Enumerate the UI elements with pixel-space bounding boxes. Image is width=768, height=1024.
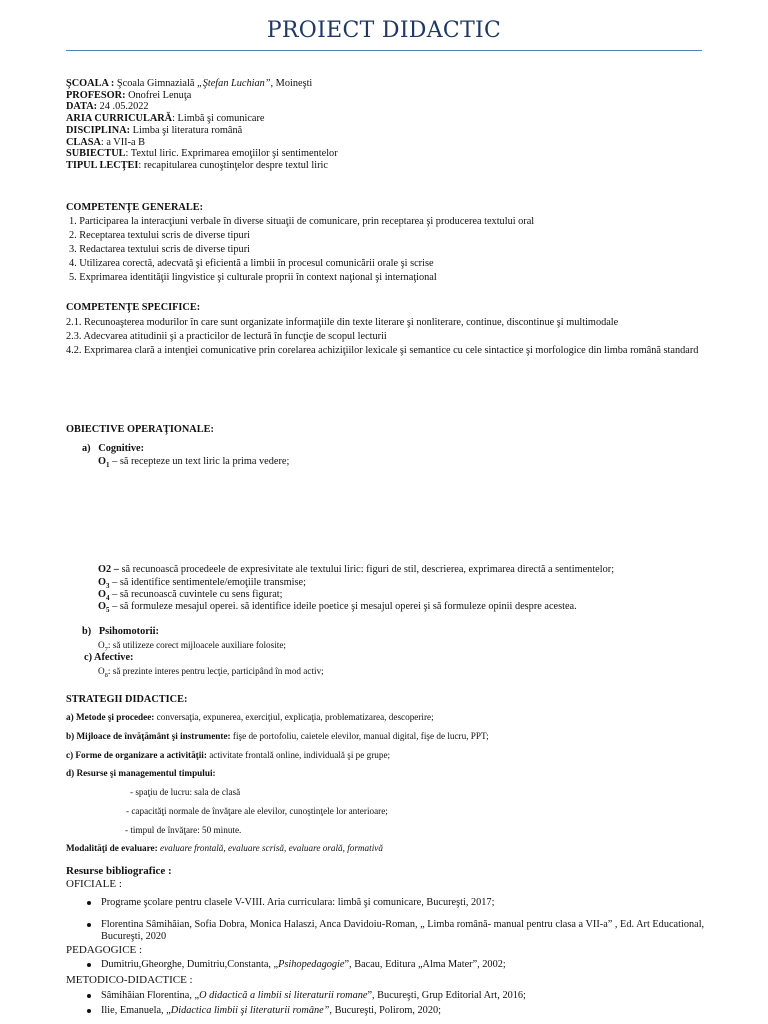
- list-item: Dumitriu,Gheorghe, Dumitriu,Constanta, „Psihopedagogie”, Bacau, Editura „Alma Mater”, 2002;: [82, 959, 722, 971]
- list-item: 1. Participarea la interacţiuni verbale în diverse situaţii de comunicare, prin receptarea şi producerea textului oral: [69, 216, 535, 227]
- specific-competences-heading: COMPETENŢE SPECIFICE:: [66, 302, 201, 313]
- affective-label: c) Afective:: [84, 652, 134, 663]
- psychomotor-label: b) Psihomotorii:: [82, 626, 159, 637]
- objective-o4: $O_4$ – să recunoască cuvintele cu sens figurat;: [98, 589, 283, 603]
- list-item: 2.3. Adecvarea atitudinii şi a practicilor de lectură în funcţie de scopul lecturii: [66, 331, 387, 342]
- methodical-list: [82, 990, 722, 1017]
- school-line: ŞCOALA : Şcoala Gimnazială „Ştefan Luchian”, Moineşti: [66, 78, 313, 89]
- lesson-type-line: TIPUL LECŢEI: recapitularea cunoştinţelor despre textul liric: [66, 159, 328, 171]
- means-line: b) Mijloace de învăţământ şi instrumente: fişe de portofoliu, caietele elevilor, manual digital, fişe de lucru, PPT;: [66, 731, 489, 741]
- teacher-line: PROFESOR: Onofrei Lenuţa: [66, 89, 192, 101]
- methodical-heading: METODICO-DIDACTICE :: [66, 974, 193, 986]
- official-list-2: [82, 919, 714, 943]
- list-item: Programe şcolare pentru clasele V-VIII. Aria curriculara: limbă şi comunicare, Bucureşti, 2017;: [82, 897, 722, 909]
- lesson-header: [66, 78, 716, 172]
- general-competences-heading: COMPETENŢE GENERALE:: [66, 202, 204, 213]
- objective-o2: O2 – să recunoască procedeele de expresivitate ale textului liric: figuri de stil, descrierea, exprimarea directă a sentimentelor;: [98, 564, 615, 575]
- date-line: DATA: 24 .05.2022: [66, 101, 149, 113]
- general-competences-list: [66, 216, 716, 286]
- list-item: Ilie, Emanuela, „Didactica limbii şi literaturii române”, Bucureşti, Polirom, 2020;: [82, 1005, 722, 1017]
- list-item: 2. Receptarea textului scris de diverse tipuri: [69, 230, 250, 241]
- methods-line: a) Metode şi procedee: conversaţia, expunerea, exerciţiul, explicaţia, problematizarea, descoperire;: [66, 712, 434, 722]
- class-line: CLASA: a VII-a B: [66, 136, 146, 148]
- evaluation-line: Modalităţi de evaluare: evaluare frontală, evaluare scrisă, evaluare orală, formativă: [66, 843, 383, 853]
- bullet-icon: [87, 994, 91, 998]
- page-title: PROIECT DIDACTIC: [266, 18, 502, 43]
- bullet-icon: [87, 963, 91, 967]
- list-item: 2.1. Recunoaşterea modurilor în care sunt organizate informaţiile din texte literare şi nonliterare, continue, discontinue şi multimodale: [66, 317, 619, 328]
- objective-o3: $O_3$ – să identifice sentimentele/emoţiile transmise;: [98, 577, 306, 591]
- objective-o5: $O_5$ – să formuleze mesajul operei. să identifice ideile poetice şi mesajul operei şi să formuleze opinii despre acestea.: [98, 601, 577, 615]
- list-item: 4. Utilizarea corectă, adecvată şi eficientă a limbii în procesul comunicării orale şi scrise: [69, 258, 434, 269]
- subject-line: SUBIECTUL: Textul liric. Exprimarea emoţiilor şi sentimentelor: [66, 148, 338, 160]
- official-heading: OFICIALE :: [66, 878, 122, 890]
- title-underline: [66, 50, 702, 51]
- list-item: 4.2. Exprimarea clară a intenţiei comunicative prin corelarea achiziţiilor lexicale şi semantice cu cele sintactice şi morfologice din limba română standard: [66, 345, 699, 356]
- specific-competences-list: [66, 316, 706, 358]
- cognitive-label: a) Cognitive:: [82, 443, 145, 454]
- official-list: [82, 897, 722, 909]
- list-item: Sâmihăian Florentina, „O didactică a limbii si literaturii romane”, Bucureşti, Grup Editorial Art, 2016;: [82, 990, 722, 1002]
- objective-o7: $O_7$: să utilizeze corect mijloacele auxiliare folosite;: [98, 640, 286, 653]
- bullet-icon: [87, 1009, 91, 1013]
- curricular-area-line: ARIA CURRICULARĂ: Limbă şi comunicare: [66, 113, 265, 125]
- bibliography-heading: Resurse bibliografice :: [66, 865, 172, 877]
- pedagogical-heading: PEDAGOGICE :: [66, 944, 143, 956]
- resource-time: - timpul de învăţare: 50 minute.: [125, 825, 242, 835]
- resource-capacity: - capacităţi normale de învăţare ale elevilor, cunoştinţele lor anterioare;: [126, 806, 388, 816]
- objectives-heading: OBIECTIVE OPERAŢIONALE:: [66, 424, 214, 435]
- resource-space: - spaţiu de lucru: sala de clasă: [130, 787, 241, 797]
- discipline-line: DISCIPLINA: Limba şi literatura română: [66, 124, 243, 136]
- organization-line: c) Forme de organizare a activităţii: activitate frontală online, individuală şi pe grupe;: [66, 750, 391, 760]
- bullet-icon: [87, 923, 91, 927]
- list-item: Florentina Sâmihăian, Sofia Dobra, Monica Halaszi, Anca Davidoiu-Roman, „ Limba română- manual pentru clasa a VII-a” , Ed. Art Educational, Bucureşti, 2020: [82, 919, 714, 943]
- pedagogical-list: [82, 959, 722, 971]
- list-item: 3. Redactarea textului scris de diverse tipuri: [69, 244, 250, 255]
- bullet-icon: [87, 901, 91, 905]
- list-item: 5. Exprimarea identităţii lingvistice şi culturale proprii în context naţional şi internaţional: [69, 272, 437, 283]
- resources-line: d) Resurse şi managementul timpului:: [66, 768, 216, 778]
- objective-o1: $O_1$ – să recepteze un text liric la prima vedere;: [98, 456, 290, 470]
- objective-o8: $O_8$: să prezinte interes pentru lecţie, participând în mod activ;: [98, 666, 324, 679]
- strategies-heading: STRATEGII DIDACTICE:: [66, 694, 188, 705]
